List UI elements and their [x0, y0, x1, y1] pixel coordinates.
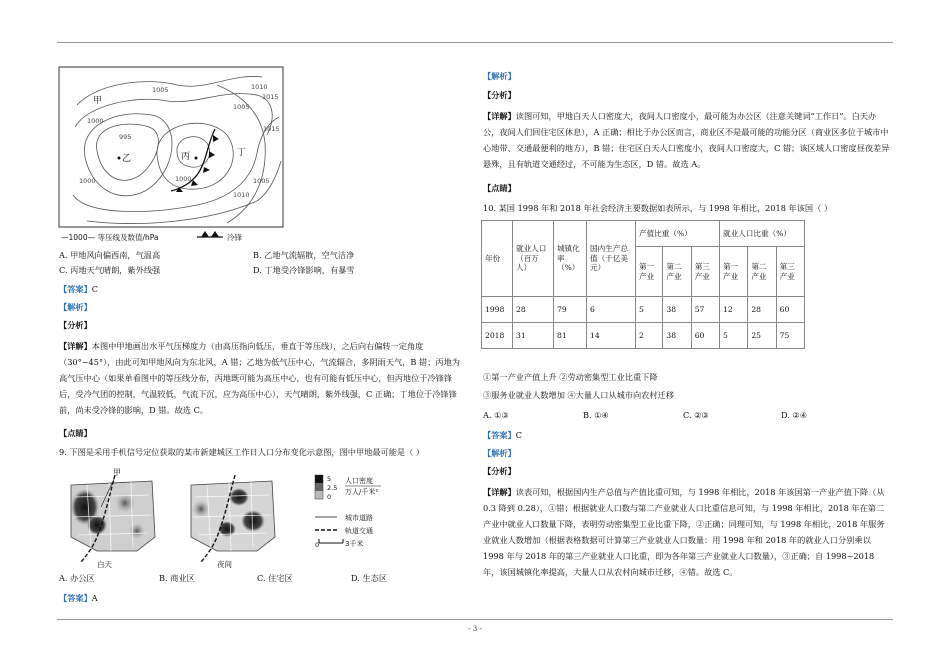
answer-value: C — [515, 430, 523, 440]
legend-value: 0 — [327, 493, 332, 501]
cell: 12 — [720, 297, 748, 323]
detail-label: 【详解】 — [483, 487, 516, 497]
legend-cold-front-icon — [197, 231, 223, 237]
q10-fenxi: 【分析】 — [483, 466, 516, 476]
isobar-label: 1005 — [253, 177, 270, 185]
isobar-label: 1010 — [251, 83, 268, 91]
q8-option-d: D. 丁地受冷锋影响，有暴雪 — [253, 265, 355, 275]
cell: 79 — [554, 297, 587, 323]
q10-items-2: ③服务业就业人数增加 ④大量人口从城市向农村迁移 — [483, 390, 674, 400]
q9-jiexi: 【解析】 — [483, 71, 516, 81]
th-sub: 第二产业 — [748, 247, 776, 297]
q8-detail — [59, 338, 467, 418]
q8-fenxi: 【分析】 — [59, 320, 92, 330]
q9-detail — [483, 108, 891, 172]
isobar-label: 1010 — [233, 191, 250, 199]
isobar-map — [57, 65, 287, 247]
night-map — [191, 475, 275, 569]
q9-fenxi: 【分析】 — [483, 90, 516, 100]
isobar-label: 1015 — [262, 93, 279, 101]
q9-option-c: C. 住宅区 — [257, 573, 293, 583]
answer-value: A — [91, 593, 98, 603]
cell: 5 — [636, 297, 663, 323]
isobar-label: 1005 — [233, 103, 250, 111]
cell: 6 — [587, 297, 636, 323]
cell: 57 — [691, 297, 719, 323]
q10-option-a: A. ①③ — [483, 410, 509, 420]
th-employment: 就业人口（百万人） — [513, 221, 554, 297]
q10-jiexi: 【解析】 — [483, 448, 516, 458]
page-number: - 3 - — [468, 625, 482, 633]
cell: 38 — [663, 297, 691, 323]
th-urban-rate: 城镇化率（%） — [554, 221, 587, 297]
q9-option-a: A. 办公区 — [59, 573, 95, 583]
answer-label: 【答案】 — [59, 284, 92, 294]
table-row — [482, 297, 805, 323]
q10-detail — [483, 484, 891, 580]
legend-value: 5 — [327, 475, 332, 483]
answer-label: 【答案】 — [483, 430, 516, 440]
q10-option-b: B. ①④ — [583, 410, 609, 420]
legend-rail: 轨道交通 — [345, 527, 373, 535]
q10-items-1: ①第一产业产值上升 ②劳动密集型工业比重下降 — [483, 372, 658, 382]
cell: 28 — [748, 297, 776, 323]
legend-cold-front: 冷锋 — [227, 233, 242, 242]
q8-answer — [59, 284, 98, 295]
legend-road: 城市道路 — [345, 514, 373, 522]
legend-isobar: —1000— 等压线及数值/hPa — [61, 233, 159, 242]
q9-option-d: D. 生态区 — [351, 573, 388, 583]
cell: 31 — [513, 323, 554, 349]
isobar-label: 1000 — [87, 117, 104, 125]
legend-density-unit: 万人/千米² — [345, 488, 379, 496]
isobar-label: 1015 — [263, 125, 280, 133]
cell: 81 — [554, 323, 587, 349]
th-year: 年份 — [482, 221, 513, 297]
label-jia: 甲 — [113, 468, 121, 477]
th-sub: 第三产业 — [776, 247, 804, 297]
cell: 1998 — [482, 297, 513, 323]
table-row — [482, 323, 805, 349]
legend-scale: 3千米 — [345, 540, 364, 548]
th-gdp: 国内生产总值（千亿美元） — [587, 221, 636, 297]
q9-dianjing: 【点睛】 — [483, 183, 516, 193]
isobar-label: 1000 — [79, 177, 96, 185]
th-sub: 第二产业 — [663, 247, 691, 297]
detail-text: 读图可知，甲地白天人口密度大，夜间人口密度小，最可能为办公区（注意关键词“工作日”。白天办公，夜间人们回住宅区休息），A 正确；相比于办公区而言，商业区不是最可能的功能分区（商业区多位于城市中心地带、交通最便利的地方），B 错；住宅区白天人口密度小，夜间人口密度大，C 错；该区域人口密度昼夜差异悬殊，且有轨道交通经过，不可能为生态区，D 错。故选 A。 — [483, 111, 890, 169]
place-jia: 甲 — [93, 96, 103, 106]
detail-label: 【详解】 — [59, 341, 92, 351]
cell: 25 — [748, 323, 776, 349]
density-legend — [315, 475, 381, 549]
q8-dianjing: 【点睛】 — [59, 428, 92, 438]
q10-data-table — [481, 220, 805, 349]
legend-value: 2.5 — [327, 484, 338, 492]
population-density-maps — [57, 467, 467, 579]
legend-density-title: 人口密度 — [345, 477, 373, 485]
q8-option-a: A. 甲地风向偏西南，气温高 — [59, 250, 161, 260]
q10-options — [483, 410, 891, 422]
isobar-label: 1005 — [152, 86, 169, 94]
isobar-label: 1000 — [175, 175, 192, 183]
cell: 2 — [636, 323, 663, 349]
place-ding: 丁 — [237, 148, 247, 158]
answer-label: 【答案】 — [59, 593, 92, 603]
day-map — [71, 468, 155, 569]
cell: 75 — [776, 323, 804, 349]
cell: 5 — [720, 323, 748, 349]
q10-answer — [483, 430, 522, 441]
legend-scale-zero: 0 — [315, 541, 320, 549]
q9-options — [59, 573, 467, 585]
isobar-label: 995 — [119, 133, 132, 141]
q10-option-c: C. ②③ — [683, 410, 709, 420]
answer-value: C — [91, 284, 99, 294]
cell: 60 — [691, 323, 719, 349]
q8-option-b: B. 乙地气流辐散，空气洁净 — [253, 250, 355, 260]
th-employment-share: 就业人口比重（%） — [720, 221, 805, 247]
cell: 28 — [513, 297, 554, 323]
q9-option-b: B. 商业区 — [159, 573, 195, 583]
caption-night: 夜间 — [217, 560, 232, 569]
q8-option-c: C. 丙地天气晴朗，紫外线强 — [59, 265, 161, 275]
th-sub: 第一产业 — [720, 247, 748, 297]
caption-day: 白天 — [97, 560, 112, 569]
q8-jiexi: 【解析】 — [59, 302, 92, 312]
detail-text: 读表可知，根据国内生产总值与产值比重可知，与 1998 年相比，2018 年该国第一产业产值下降（从 0.3 降到 0.28），①错；根据就业人口数与第二产业就业人口比重信息可知，与 1998 年相比，2018 年在第二产业中就业人口数量下降，表明劳动密集型工业比重下降，②正确；同理可知，与 1998 年相比，2018 年服务业就业人数增加（根据表格数据可计算第三产业就业人口数量：用 1998 年和 2018 年的就业人口分别乘以 1998 年与 2018 年的第三产业就业人口比重，即为各年第三产业就业人口数量），③正确；自 1998~2018 年，该国城镇化率提高，大量人口从农村向城市迁移，④错。故选 C。 — [483, 487, 885, 577]
q10-stem: 10. 某国 1998 年和 2018 年社会经济主要数据如表所示，与 1998 年相比，2018 年该国（ ） — [483, 203, 833, 213]
cell: 14 — [587, 323, 636, 349]
cell: 38 — [663, 323, 691, 349]
place-bing: 丙 — [181, 152, 191, 162]
q10-option-d: D. ②④ — [781, 410, 808, 420]
th-sub: 第三产业 — [691, 247, 719, 297]
header-rule — [57, 42, 893, 43]
th-output-share: 产值比重（%） — [636, 221, 720, 247]
detail-label: 【详解】 — [483, 111, 516, 121]
footer-rule — [57, 619, 893, 620]
place-yi: 乙 — [122, 154, 132, 164]
th-sub: 第一产业 — [636, 247, 663, 297]
cell: 2018 — [482, 323, 513, 349]
q9-stem: 9. 下图是采用手机信号定位获取的某市新建城区工作日人口分布变化示意图，图中甲地最可能是（ ） — [59, 447, 425, 457]
q9-answer — [59, 593, 98, 604]
cell: 60 — [776, 297, 804, 323]
detail-text: 本图中甲地画出水平气压梯度力（由高压指向低压，垂直于等压线），之后向右偏转一定角度（30°~45°），由此可知甲地风向为东北风，A 错；乙地为低气压中心，气流辐合，多阴雨天气，B 错；丙地为高气压中心（如果单看图中的等压线分布，丙地既可能为高压中心，也有可能有低压中心，但丙地位于冷锋锋后，受冷气团的控制，气温较低，气流下沉，应为高压中心），天气晴朗，紫外线强，C 正确；丁地位于冷锋锋前，尚未受冷锋的影响，D 错。故选 C。 — [59, 341, 460, 415]
